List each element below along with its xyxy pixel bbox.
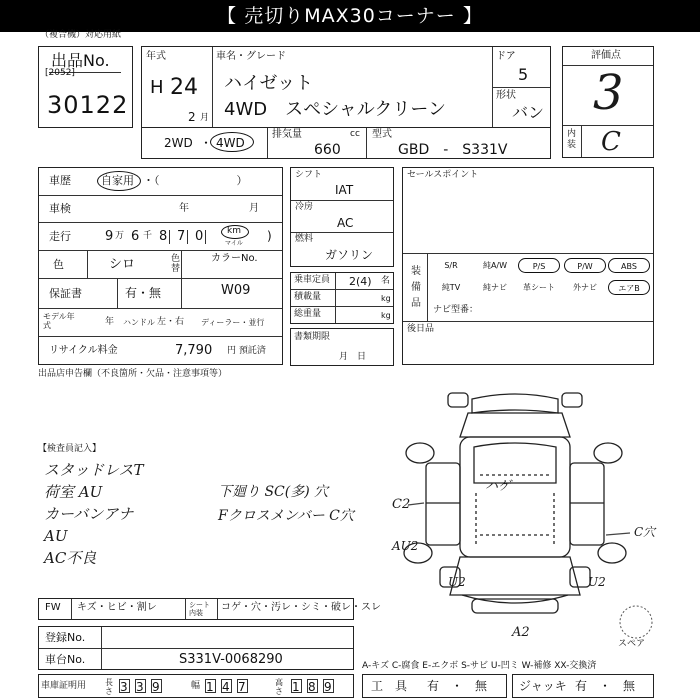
handle-label: ハンドル <box>123 318 155 327</box>
month-value: 2 <box>188 110 196 124</box>
jack-row <box>512 674 654 698</box>
displacement: 660 <box>314 142 341 158</box>
cert-len-digit: 3 <box>136 680 144 694</box>
banner-title: 【 売切りMAX30コーナー 】 <box>0 0 700 32</box>
shift-value: IAT <box>335 183 354 197</box>
mark-hood: ハゲ <box>485 479 512 494</box>
damage-legend: A-キズ C-腐食 E-エクボ S-サビ U-凹ミ W-補修 XX-交換済 <box>362 661 597 671</box>
cert-width-digit: 7 <box>238 680 246 694</box>
cert-len-label: 長さ <box>105 678 113 696</box>
seat-label: シート内装 <box>189 601 210 617</box>
warranty-label: 保証書 <box>49 287 82 300</box>
garage-cert-row <box>38 674 354 698</box>
shift-label: シフト <box>295 170 323 180</box>
cert-width-digit: 1 <box>206 680 214 694</box>
declaration-label: 出品店申告欄（不良箇所・欠品・注意事項等） <box>38 369 228 379</box>
cert-width-digit: 4 <box>222 680 230 694</box>
cert-len-digit: 9 <box>152 680 160 694</box>
warranty-value: 有・無 <box>125 286 162 300</box>
handle-value: 左・右 <box>157 317 185 327</box>
docs-table <box>290 328 394 366</box>
tools-row <box>362 674 507 698</box>
recycle-value: 7,790 <box>175 343 213 358</box>
interior-value: C <box>601 127 621 157</box>
equip-ext-navi: 外ナビ <box>573 283 597 292</box>
door-label: ドア <box>496 51 516 62</box>
history-rest: ・（ ） <box>143 174 248 187</box>
equip-airbag: エアB <box>608 280 650 295</box>
equip-ps: P/S <box>518 258 560 273</box>
mid-spec-table <box>290 167 394 267</box>
jack-value: 有 ・ 無 <box>575 679 636 693</box>
mileage-digit: 6 <box>131 229 140 244</box>
weight-label: 総重量 <box>294 309 322 319</box>
weight-unit: kg <box>381 311 391 320</box>
capacity-unit: 名 <box>381 276 391 286</box>
mark-left-sill: AU2 <box>392 539 419 553</box>
fw-text: キズ・ヒビ・割レ <box>77 602 157 613</box>
top-note: （複合機）対応用紙 <box>40 30 122 40</box>
lot-number: 30122 <box>47 91 129 119</box>
capacity-label: 乗車定員 <box>294 275 331 285</box>
capacity-value: 2(4) <box>349 275 372 288</box>
cert-height-label: 高さ <box>275 678 283 696</box>
later-label: 後日品 <box>407 324 435 334</box>
tools-value: 有 ・ 無 <box>427 679 488 693</box>
score-label: 評価点 <box>591 50 621 61</box>
year-unit: 年 <box>105 317 115 327</box>
docs-label: 書類期限 <box>294 332 331 342</box>
fw-seat-row <box>38 598 381 620</box>
color-change-label: 色替 <box>171 254 181 274</box>
history-label: 車歴 <box>49 174 71 187</box>
disp-label: 排気量 <box>272 129 302 140</box>
equip-label: 装備品 <box>411 266 421 309</box>
chassis-label: 車台No. <box>45 653 86 666</box>
door-count: 5 <box>518 65 529 84</box>
drive-4wd: 4WD <box>216 136 245 150</box>
sales-label: セールスポイント <box>407 170 479 180</box>
mark-rear: A2 <box>512 625 530 640</box>
mark-left-front: C2 <box>392 497 411 512</box>
type-label: 型式 <box>372 129 392 140</box>
color-no-value: W09 <box>221 283 251 298</box>
spare-label: スペア <box>618 639 646 649</box>
info-table: 車歴 自家用 ・（ ） 車検 年 月 走行 9 万 6 千 8 7 0 km マイル ) 色 シロ 色替 カラーNo. 保証書 有・無 W09 モデル年式 年 ハンドル 左・右 ディーラー・並行 リサイクル料金 7,790 円 預託済 <box>38 167 283 365</box>
seat-text: コゲ・穴・汚レ・シミ・破レ・スレ <box>221 602 381 613</box>
mark-rear-right: U2 <box>588 575 606 589</box>
color-label: 色 <box>53 258 64 271</box>
equip-leather: 革シート <box>523 283 555 292</box>
jack-label: ジャッキ <box>519 679 567 693</box>
equip-tv: 純TV <box>441 283 461 292</box>
lot-box <box>38 46 133 128</box>
mileage-man: 9 <box>105 229 114 244</box>
disp-unit: cc <box>350 129 360 139</box>
tools-label: 工 具 <box>371 679 408 693</box>
docs-unit: 月 日 <box>339 352 367 362</box>
drive-dot: ・ <box>200 136 213 150</box>
reg-chassis-table <box>38 626 354 670</box>
recycle-label: リサイクル料金 <box>49 345 118 356</box>
color-value: シロ <box>109 257 136 272</box>
navi-label: ナビ型番： <box>433 305 479 315</box>
equip-alloy: 純A/W <box>482 261 508 270</box>
cert-height-digit: 9 <box>324 680 332 694</box>
year-model-box <box>141 46 551 128</box>
equip-pw: P/W <box>564 258 606 273</box>
mark-right-sill: C穴 <box>634 525 656 539</box>
cert-label: 車庫証明用 <box>41 681 87 691</box>
model-code: GBD - S331V <box>398 142 508 158</box>
grade-name: 4WD スペシャルクリーン <box>224 99 447 120</box>
inspector-note: カーバンアナ <box>44 505 134 523</box>
chassis-value: S331V-0068290 <box>179 652 283 667</box>
mileage-digit: 8 <box>159 229 168 244</box>
score-box <box>562 46 654 158</box>
mileage-man-unit: 万 <box>115 231 125 241</box>
inspector-note: AC不良 <box>44 549 97 567</box>
equip-abs: ABS <box>608 258 650 273</box>
fuel-label: 燃料 <box>295 234 314 244</box>
color-no-label: カラーNo. <box>211 253 258 264</box>
load-label: 積載量 <box>294 292 322 302</box>
score-value: 3 <box>593 65 624 121</box>
mileage-digit: 0 <box>195 229 204 244</box>
year-number: 24 <box>170 75 198 100</box>
model-label: 車名・グレード <box>216 51 286 62</box>
lot-label: 出品No. <box>51 51 110 70</box>
inspection-month: 月 <box>249 203 259 214</box>
inspection-year: 年 <box>179 203 189 214</box>
recycle-unit: 円 預託済 <box>227 346 266 356</box>
cert-len-digit: 3 <box>120 680 128 694</box>
inspector-note: 下廻り SC(多) 穴 <box>218 484 329 500</box>
capacity-table <box>290 272 394 324</box>
dealer-label: ディーラー・並行 <box>201 318 265 327</box>
month-label: 月 <box>200 113 210 123</box>
vehicle-diagram <box>380 385 670 655</box>
drive-2wd: 2WD <box>164 136 193 150</box>
mileage-km: km <box>227 226 241 236</box>
cert-height-digit: 8 <box>308 680 316 694</box>
year-era: H <box>150 77 164 98</box>
inspection-label: 車検 <box>49 202 71 215</box>
equip-navi: 純ナビ <box>483 283 507 292</box>
reg-label: 登録No. <box>45 631 86 644</box>
shape-value: バン <box>512 103 545 122</box>
lot-bracket: [2052] <box>45 68 75 78</box>
fw-label: FW <box>45 602 61 613</box>
inspector-note: Fクロスメンバー C穴 <box>218 508 354 524</box>
inspector-note: AU <box>44 527 68 545</box>
spec-row <box>141 127 551 159</box>
inspector-label: 【検査員記入】 <box>38 444 102 454</box>
mileage-label: 走行 <box>49 230 71 243</box>
year-model-label: モデル年式 <box>43 312 75 330</box>
equip-sr: S/R <box>444 261 458 270</box>
shape-label: 形状 <box>496 90 516 101</box>
mileage-mile: マイル <box>225 240 243 247</box>
inspector-note: スタッドレスT <box>44 461 144 479</box>
ac-value: AC <box>337 216 354 230</box>
mileage-digit: 7 <box>177 229 186 244</box>
cert-height-digit: 1 <box>292 680 300 694</box>
cert-width-label: 幅 <box>191 681 201 691</box>
mark-rear-left: U2 <box>448 575 466 589</box>
interior-label: 内装 <box>567 129 577 150</box>
mileage-digit: 千 <box>143 231 153 241</box>
fuel-value: ガソリン <box>325 248 374 262</box>
model-name: ハイゼット <box>224 73 314 94</box>
ac-label: 冷房 <box>295 202 314 212</box>
history-value: 自家用 <box>101 174 134 187</box>
year-label: 年式 <box>146 51 166 62</box>
load-unit: kg <box>381 294 391 303</box>
inspector-note: 荷室 AU <box>44 483 103 501</box>
